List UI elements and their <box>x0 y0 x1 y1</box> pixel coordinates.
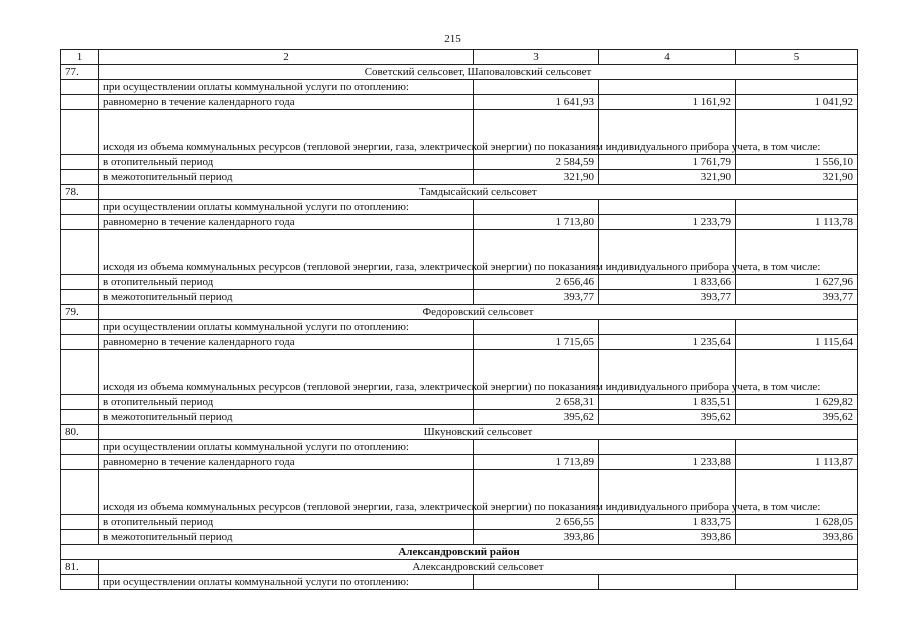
district-title: Александровский район <box>61 545 858 560</box>
value-cell <box>736 80 858 95</box>
value-cell-col4: 321,90 <box>599 170 736 185</box>
header-row <box>61 50 858 65</box>
section-title: Александровский сельсовет <box>99 560 858 575</box>
section-title: Шкуновский сельсовет <box>99 425 858 440</box>
value-cell-col3: 1 713,89 <box>474 455 599 470</box>
value-cell <box>599 80 736 95</box>
table-row <box>61 515 858 530</box>
row-number <box>61 455 99 470</box>
table-row <box>61 440 858 455</box>
value-cell-col5: 1 041,92 <box>736 95 858 110</box>
header-cell-5: 5 <box>736 50 858 65</box>
district-row <box>61 545 858 560</box>
value-cell-col4: 395,62 <box>599 410 736 425</box>
table-row <box>61 215 858 230</box>
section-title: Советский сельсовет, Шаповаловский сельсовет <box>99 65 858 80</box>
value-cell <box>599 320 736 335</box>
value-cell <box>599 440 736 455</box>
row-number <box>61 155 99 170</box>
value-cell-col4: 1 761,79 <box>599 155 736 170</box>
value-cell-col4: 1 161,92 <box>599 95 736 110</box>
row-number <box>61 575 99 590</box>
table-row <box>61 95 858 110</box>
value-cell <box>474 200 599 215</box>
value-cell <box>474 80 599 95</box>
row-number: 81. <box>61 560 99 575</box>
row-number <box>61 290 99 305</box>
value-cell <box>736 200 858 215</box>
value-cell <box>736 575 858 590</box>
row-label: исходя из объема коммунальных ресурсов (тепловой энергии, газа, электрической энергии) по показаниям индивидуального прибора учета, в том числе: <box>99 230 474 275</box>
table-row <box>61 170 858 185</box>
row-number <box>61 395 99 410</box>
value-cell-col5: 321,90 <box>736 170 858 185</box>
table-row <box>61 455 858 470</box>
section-title: Федоровский сельсовет <box>99 305 858 320</box>
row-number <box>61 335 99 350</box>
value-cell-col5: 393,77 <box>736 290 858 305</box>
section-title: Тамдысайский сельсовет <box>99 185 858 200</box>
value-cell-col3: 1 715,65 <box>474 335 599 350</box>
value-cell-col3: 2 656,55 <box>474 515 599 530</box>
value-cell-col5: 1 627,96 <box>736 275 858 290</box>
section-row <box>61 185 858 200</box>
row-label: в межотопительный период <box>99 530 474 545</box>
table-row <box>61 200 858 215</box>
value-cell <box>474 575 599 590</box>
row-number <box>61 215 99 230</box>
row-number <box>61 470 99 515</box>
row-label: равномерно в течение календарного года <box>99 95 474 110</box>
row-label: исходя из объема коммунальных ресурсов (тепловой энергии, газа, электрической энергии) по показаниям индивидуального прибора учета, в том числе: <box>99 350 474 395</box>
row-number <box>61 350 99 395</box>
row-label: в межотопительный период <box>99 410 474 425</box>
row-label: при осуществлении оплаты коммунальной услуги по отоплению: <box>99 80 474 95</box>
section-row <box>61 65 858 80</box>
table-row <box>61 575 858 590</box>
row-label: исходя из объема коммунальных ресурсов (тепловой энергии, газа, электрической энергии) по показаниям индивидуального прибора учета, в том числе: <box>99 470 474 515</box>
row-label: в межотопительный период <box>99 290 474 305</box>
value-cell <box>474 320 599 335</box>
header-cell-2: 2 <box>99 50 474 65</box>
table-row <box>61 350 858 395</box>
row-label: при осуществлении оплаты коммунальной услуги по отоплению: <box>99 575 474 590</box>
row-number: 77. <box>61 65 99 80</box>
value-cell-col5: 1 113,87 <box>736 455 858 470</box>
table-row <box>61 530 858 545</box>
value-cell-col3: 2 584,59 <box>474 155 599 170</box>
row-number <box>61 320 99 335</box>
row-label: равномерно в течение календарного года <box>99 215 474 230</box>
value-cell-col5: 393,86 <box>736 530 858 545</box>
table-row <box>61 110 858 155</box>
row-label: в отопительный период <box>99 515 474 530</box>
value-cell-col5: 1 629,82 <box>736 395 858 410</box>
table-row <box>61 155 858 170</box>
value-cell-col4: 1 833,66 <box>599 275 736 290</box>
row-label: при осуществлении оплаты коммунальной услуги по отоплению: <box>99 320 474 335</box>
table-row <box>61 290 858 305</box>
value-cell-col3: 1 713,80 <box>474 215 599 230</box>
value-cell <box>599 200 736 215</box>
value-cell-col4: 1 833,75 <box>599 515 736 530</box>
table-row <box>61 410 858 425</box>
row-number <box>61 410 99 425</box>
page-number: 215 <box>444 33 461 45</box>
section-row <box>61 305 858 320</box>
header-cell-4: 4 <box>599 50 736 65</box>
row-label: равномерно в течение календарного года <box>99 455 474 470</box>
value-cell-col4: 1 235,64 <box>599 335 736 350</box>
value-cell-col5: 1 628,05 <box>736 515 858 530</box>
value-cell-col3: 321,90 <box>474 170 599 185</box>
value-cell-col4: 1 233,79 <box>599 215 736 230</box>
table-row <box>61 80 858 95</box>
table-row <box>61 275 858 290</box>
row-label: в отопительный период <box>99 275 474 290</box>
value-cell-col4: 393,86 <box>599 530 736 545</box>
value-cell-col3: 395,62 <box>474 410 599 425</box>
value-cell <box>599 575 736 590</box>
table-row <box>61 395 858 410</box>
section-row <box>61 560 858 575</box>
row-number <box>61 170 99 185</box>
row-number <box>61 200 99 215</box>
value-cell-col4: 1 233,88 <box>599 455 736 470</box>
value-cell-col4: 393,77 <box>599 290 736 305</box>
table-row <box>61 335 858 350</box>
row-number: 78. <box>61 185 99 200</box>
row-label: исходя из объема коммунальных ресурсов (тепловой энергии, газа, электрической энергии) по показаниям индивидуального прибора учета, в том числе: <box>99 110 474 155</box>
table-row <box>61 230 858 275</box>
header-cell-3: 3 <box>474 50 599 65</box>
row-number <box>61 95 99 110</box>
row-number <box>61 440 99 455</box>
row-label: при осуществлении оплаты коммунальной услуги по отоплению: <box>99 200 474 215</box>
value-cell <box>474 440 599 455</box>
value-cell-col4: 1 835,51 <box>599 395 736 410</box>
table-row <box>61 320 858 335</box>
value-cell-col5: 1 556,10 <box>736 155 858 170</box>
value-cell <box>736 320 858 335</box>
value-cell-col3: 1 641,93 <box>474 95 599 110</box>
row-number <box>61 275 99 290</box>
row-label: равномерно в течение календарного года <box>99 335 474 350</box>
table-row <box>61 470 858 515</box>
value-cell-col3: 393,86 <box>474 530 599 545</box>
value-cell-col5: 395,62 <box>736 410 858 425</box>
value-cell <box>736 440 858 455</box>
row-label: при осуществлении оплаты коммунальной услуги по отоплению: <box>99 440 474 455</box>
row-number: 80. <box>61 425 99 440</box>
row-number <box>61 230 99 275</box>
value-cell-col3: 2 656,46 <box>474 275 599 290</box>
section-row <box>61 425 858 440</box>
value-cell-col3: 2 658,31 <box>474 395 599 410</box>
row-number <box>61 110 99 155</box>
row-number: 79. <box>61 305 99 320</box>
tariff-table <box>60 49 858 590</box>
row-number <box>61 530 99 545</box>
value-cell-col3: 393,77 <box>474 290 599 305</box>
value-cell-col5: 1 113,78 <box>736 215 858 230</box>
header-cell-1: 1 <box>61 50 99 65</box>
row-label: в отопительный период <box>99 155 474 170</box>
row-label: в межотопительный период <box>99 170 474 185</box>
row-number <box>61 515 99 530</box>
row-number <box>61 80 99 95</box>
value-cell-col5: 1 115,64 <box>736 335 858 350</box>
row-label: в отопительный период <box>99 395 474 410</box>
